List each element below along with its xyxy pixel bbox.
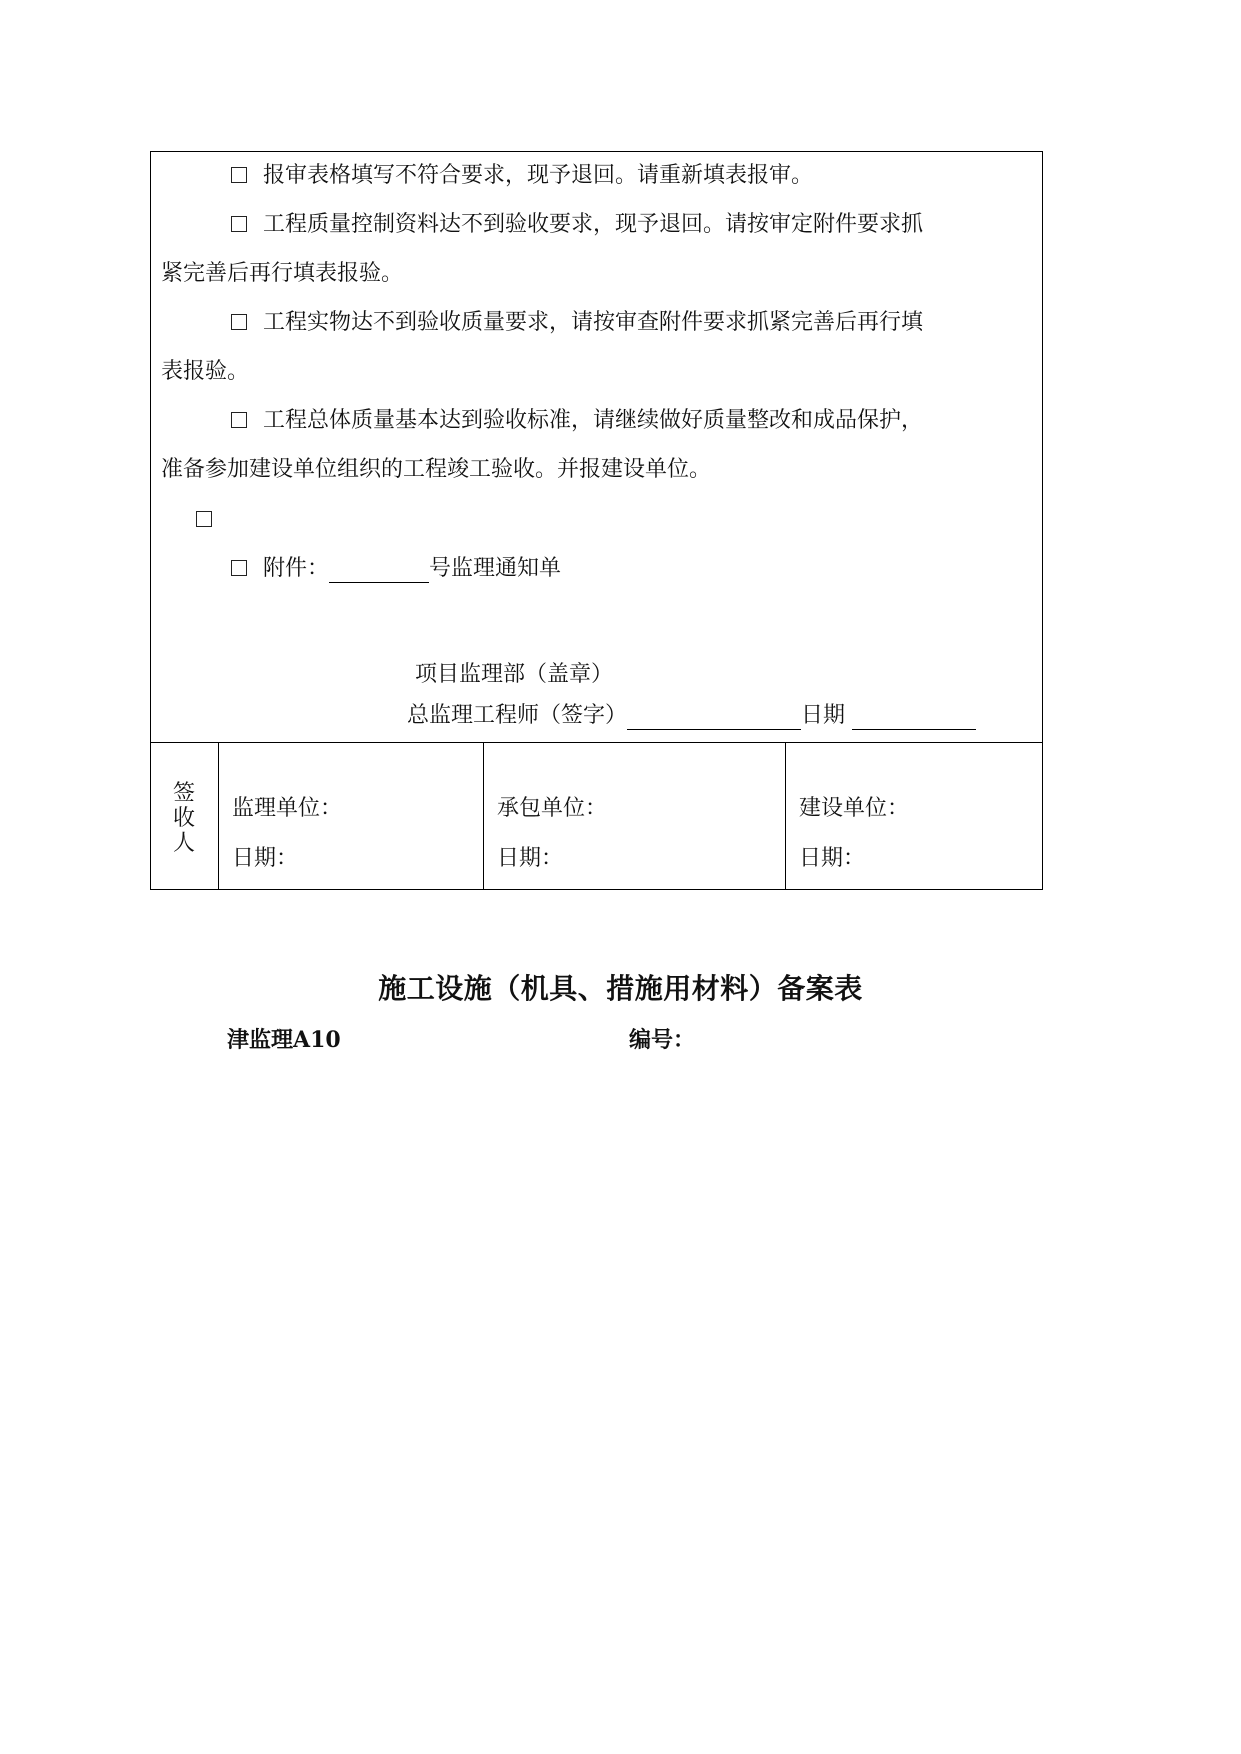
form-code: 津监理A10	[227, 1027, 341, 1053]
chief-engineer-signature-line: 总监理工程师（签字） 日期	[407, 702, 976, 730]
supervisor-unit-cell[interactable]: 监理单位： 日期：	[232, 796, 343, 871]
attachment-number-blank[interactable]	[329, 562, 429, 583]
attachment-line: 附件： 号监理通知单	[231, 555, 561, 583]
supervision-opinion-section	[151, 152, 1042, 743]
review-form-table	[150, 151, 1043, 890]
owner-unit-cell[interactable]: 建设单位： 日期：	[799, 796, 910, 871]
date-blank[interactable]	[852, 709, 976, 730]
contractor-unit-cell[interactable]: 承包单位： 日期：	[497, 796, 608, 871]
option-return-docs: 工程质量控制资料达不到验收要求，现予退回。请按审定附件要求抓	[231, 211, 923, 239]
chief-engineer-signature-blank[interactable]	[627, 709, 801, 730]
option-accept-cont: 准备参加建设单位组织的工程竣工验收。并报建设单位。	[161, 457, 712, 482]
checkbox[interactable]	[231, 560, 247, 576]
option-accept: 工程总体质量基本达到验收标准，请继续做好质量整改和成品保护，	[231, 407, 923, 435]
dept-stamp-label: 项目监理部（盖章）	[415, 662, 614, 687]
checkbox[interactable]	[231, 314, 247, 330]
checkbox[interactable]	[231, 167, 247, 183]
option-return-docs-cont: 紧完善后再行填表报验。	[161, 261, 404, 286]
form-number-label: 编号：	[629, 1027, 696, 1053]
checkbox[interactable]	[196, 511, 212, 527]
next-form-title: 施工设施（机具、措施用材料）备案表	[378, 972, 863, 1005]
receiver-label: 签 收 人	[172, 781, 195, 856]
receipt-signature-row	[151, 743, 1042, 889]
option-return-form: 报审表格填写不符合要求，现予退回。请重新填表报审。	[231, 162, 813, 190]
checkbox[interactable]	[231, 216, 247, 232]
option-return-physical-cont: 表报验。	[161, 359, 250, 384]
option-return-physical: 工程实物达不到验收质量要求，请按审查附件要求抓紧完善后再行填	[231, 309, 923, 337]
checkbox[interactable]	[231, 412, 247, 428]
option-other	[196, 506, 228, 534]
